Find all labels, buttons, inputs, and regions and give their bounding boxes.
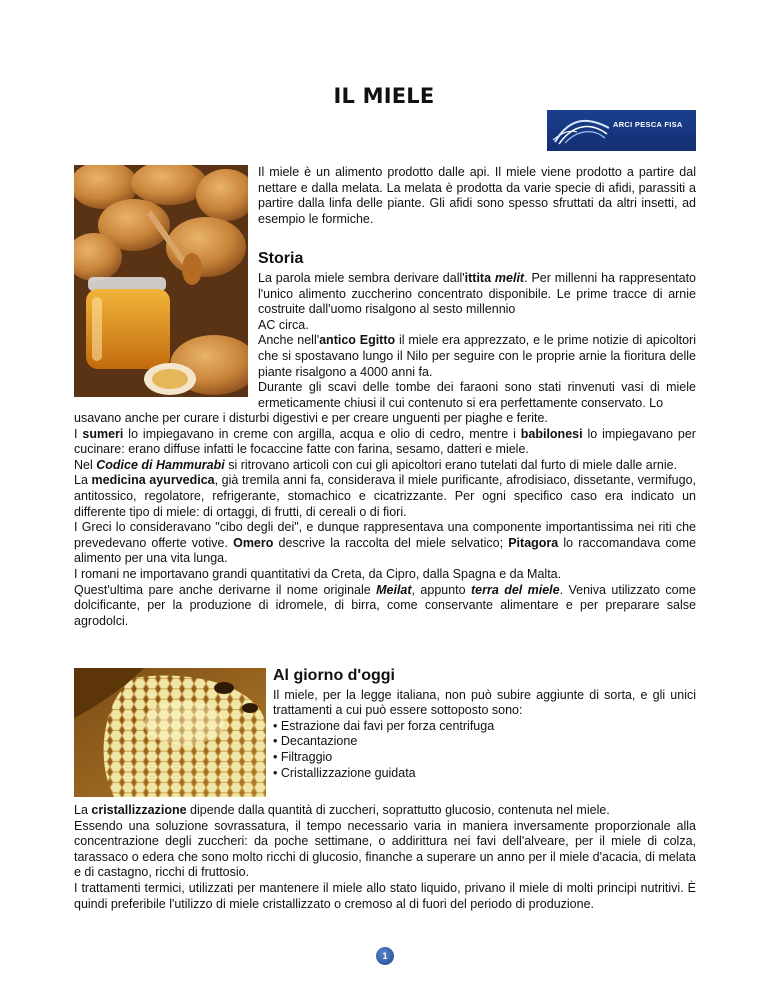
storia-heading: Storia [258, 250, 304, 267]
list-item: • Estrazione dai favi per forza centrifuga [273, 718, 495, 733]
oggi-body [74, 803, 696, 912]
arci-pesca-fisa-logo [547, 110, 696, 151]
honey-jar-image [74, 165, 248, 397]
storia-paragraph-8: I romani ne importavano grandi quantitativi da Creta, da Cipro, dalla Spagna e da Malta. [74, 566, 562, 581]
storia-paragraph-5: Nel Codice di Hammurabi si ritrovano articoli con cui gli apicoltori erano tutelati dal furto di miele dalle arnie. [74, 457, 678, 472]
storia-part-2 [74, 411, 696, 629]
section-storia-heading [258, 251, 696, 267]
oggi-intro: Il miele, per la legge italiana, non può subire aggiunte di sorta, e gli unici trattamenti a cui può essere sottoposto sono: [273, 687, 696, 718]
honeycomb-image [74, 668, 266, 797]
list-item: • Decantazione [273, 734, 358, 749]
intro-text: Il miele è un alimento prodotto dalle api. Il miele viene prodotto a partire dal nettare e dalla melata. La melata è prodotta da varie specie di afidi, parassiti a partire dalla linfa delle piante. Gli afidi sono spesso sfruttati da altri insetti, ad esempio le formiche. [258, 165, 696, 226]
oggi-paragraph-1: La cristallizzazione dipende dalla quantità di zuccheri, soprattutto glucosio, contenuta nel miele. [74, 803, 610, 817]
page-number-badge: 1 [376, 947, 394, 965]
storia-paragraph-6: La medicina ayurvedica, già tremila anni fa, considerava il miele purificante, afrodisiaco, dissetante, vermifugo, antitossico, regolatore, refrigerante, stomachico e cicatrizzante. Per ogni specifico caso era indicato un differente tipo di miele: di ortaggi, di frutti, di cereali o di fiori. [74, 473, 696, 519]
section-oggi [273, 668, 696, 781]
storia-paragraph-1: La parola miele sembra derivare dall'ittita melit. Per millenni ha rappresentato l'unico alimento zuccherino concentrato disponibile. Le prime tracce di arnie costruite dall'uomo risalgono al sesto millennio [258, 271, 696, 317]
list-item: • Cristallizzazione guidata [273, 765, 416, 780]
list-item: • Filtraggio [273, 749, 333, 764]
storia-part-1 [258, 271, 696, 411]
intro-paragraph [258, 165, 696, 227]
storia-paragraph-3-start: Durante gli scavi delle tombe dei faraoni sono stati rinvenuti vasi di miele ermeticamente chiusi il cui contenuto si era perfettamente conservato. Lo [258, 380, 696, 410]
oggi-paragraph-2: Essendo una soluzione sovrassatura, il tempo necessario varia in maniera inversamente proporzionale alla concentrazione degli zuccheri: da poche settimane, o addirittura nei favi dell'alveare, per il miele di colza, tarassaco o edera che sono molto ricchi di glucosio, finanche a superare un anno per il miele d'acacia, di melata e di castagno, ricchi di fruttosio. [74, 818, 696, 880]
storia-paragraph-1-end: AC circa. [258, 317, 309, 332]
storia-paragraph-2: Anche nell'antico Egitto il miele era apprezzato, e le prime notizie di apicoltori che si spostavano lungo il Nilo per seguire con le proprie arnie la fioritura delle piante risalgono a 4000 anni fa. [258, 333, 696, 379]
page-title: IL MIELE [333, 84, 435, 108]
storia-paragraph-4: I sumeri lo impiegavano in creme con argilla, acqua e olio di cedro, mentre i babilonesi lo impiegavano per cucinare: erano diffuse infatti le focaccine fatte con farina, sesamo, datteri e miele. [74, 426, 696, 457]
oggi-paragraph-3: I trattamenti termici, utilizzati per mantenere il miele allo stato liquido, privano il miele di molti principi nutritivi. È quindi preferibile l'utilizzo di miele cristallizzato o cremoso al di fuori del periodo di produzione. [74, 880, 696, 911]
storia-paragraph-9: Quest'ultima pare anche derivarne il nome originale Meilat, appunto terra del miele. Veniva utilizzato come dolcificante, per la produzione di idromele, di birra, come conservante alimentare e per preparare salse agrodolci. [74, 582, 696, 628]
logo-text: ARCI PESCA FISA [613, 120, 683, 129]
storia-paragraph-7: I Greci lo consideravano "cibo degli dei", e dunque rappresentava una componente importantissima nei riti che prevedevano offerte votive. Omero descrive la raccolta del miele selvatico; Pitagora lo raccomandava come alimento per una vita lunga. [74, 520, 696, 566]
logo-swoosh-icon [547, 110, 696, 151]
storia-paragraph-3-end: usavano anche per curare i disturbi digestivi e per creare unguenti per piaghe e ferite. [74, 411, 548, 425]
oggi-heading: Al giorno d'oggi [273, 667, 395, 684]
